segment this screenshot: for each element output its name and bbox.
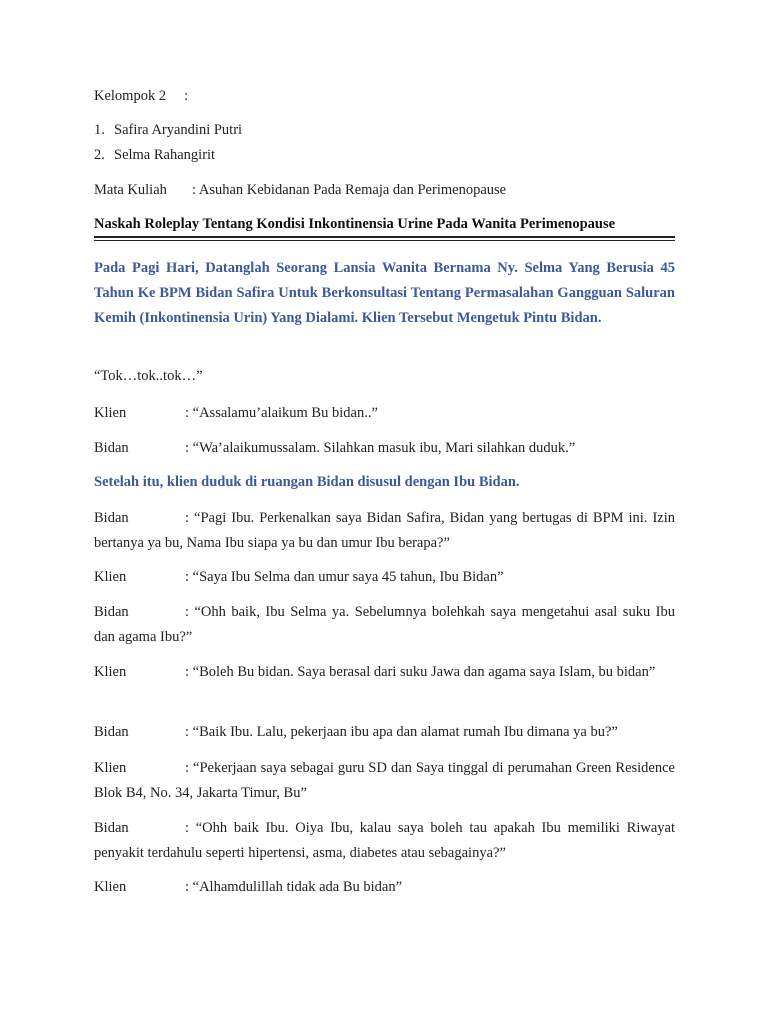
- group-label: Kelompok 2: [94, 88, 167, 104]
- dialog-line: [94, 720, 675, 745]
- dialog-text: : “Ohh baik Ibu. Oiya Ibu, kalau saya boleh tau apakah Ibu memiliki Riwayat penyakit terdahulu seperti hipertensi, asma, diabetes atau sebagainya?”: [94, 820, 675, 861]
- document-title: Naskah Roleplay Tentang Kondisi Inkontinensia Urine Pada Wanita Perimenopause: [94, 216, 616, 232]
- member-item: [94, 147, 215, 164]
- knock-line: “Tok…tok..tok…”: [94, 368, 203, 384]
- dialog-text: : “Alhamdulillah tidak ada Bu bidan”: [185, 879, 403, 895]
- speaker-label: Klien: [94, 569, 127, 585]
- speaker-label: Bidan: [94, 510, 129, 526]
- dialog-text: : “Pagi Ibu. Perkenalkan saya Bidan Safira, Bidan yang bertugas di BPM ini. Izin bertanya ya bu, Nama Ibu siapa ya bu dan umur Ibu berapa?”: [94, 510, 675, 551]
- dialog-text: : “Pekerjaan saya sebagai guru SD dan Saya tinggal di perumahan Green Residence Blok B4, No. 34, Jakarta Timur, Bu”: [94, 760, 675, 801]
- speaker-label: Bidan: [94, 724, 129, 740]
- dialog-line: [94, 401, 675, 426]
- speaker-label: Bidan: [94, 820, 129, 836]
- dialog-text: : “Boleh Bu bidan. Saya berasal dari suku Jawa dan agama saya Islam, bu bidan”: [185, 664, 656, 680]
- group-heading: [94, 88, 188, 105]
- group-colon: :: [184, 88, 189, 104]
- title-rule-thin: [94, 240, 675, 241]
- course-line: [94, 182, 506, 199]
- dialog-line: [94, 660, 675, 685]
- member-number: 1.: [94, 122, 105, 138]
- member-item: [94, 122, 242, 139]
- speaker-label: Bidan: [94, 604, 129, 620]
- course-label: Mata Kuliah: [94, 182, 167, 198]
- dialog-line: [94, 506, 675, 556]
- dialog-line: [94, 875, 675, 900]
- dialog-line: [94, 756, 675, 806]
- narration-paragraph: Setelah itu, klien duduk di ruangan Bidan disusul dengan Ibu Bidan.: [94, 474, 520, 490]
- speaker-label: Klien: [94, 879, 127, 895]
- speaker-label: Bidan: [94, 440, 129, 456]
- dialog-line: [94, 816, 675, 866]
- dialog-line: [94, 436, 675, 461]
- dialog-line: [94, 600, 675, 650]
- dialog-line: [94, 565, 675, 590]
- speaker-label: Klien: [94, 760, 127, 776]
- title-rule: [94, 236, 675, 238]
- speaker-label: Klien: [94, 405, 127, 421]
- member-name: Selma Rahangirit: [114, 147, 216, 163]
- dialog-text: : “Saya Ibu Selma dan umur saya 45 tahun, Ibu Bidan”: [185, 569, 504, 585]
- dialog-text: : “Assalamu’alaikum Bu bidan..”: [185, 405, 378, 421]
- narration-paragraph: Pada Pagi Hari, Datanglah Seorang Lansia Wanita Bernama Ny. Selma Yang Berusia 45 Tahun Ke BPM Bidan Safira Untuk Berkonsultasi Tentang Permasalahan Gangguan Saluran Kemih (Inkontinensia Urin) Yang Dialami. Klien Tersebut Mengetuk Pintu Bidan.: [94, 260, 675, 326]
- member-name: Safira Aryandini Putri: [114, 122, 243, 138]
- dialog-text: : “Ohh baik, Ibu Selma ya. Sebelumnya bolehkah saya mengetahui asal suku Ibu dan agama Ibu?”: [94, 604, 675, 645]
- course-value: : Asuhan Kebidanan Pada Remaja dan Perimenopause: [192, 182, 507, 198]
- dialog-text: : “Baik Ibu. Lalu, pekerjaan ibu apa dan alamat rumah Ibu dimana ya bu?”: [185, 724, 618, 740]
- member-number: 2.: [94, 147, 105, 163]
- speaker-label: Klien: [94, 664, 127, 680]
- dialog-text: : “Wa’alaikumussalam. Silahkan masuk ibu, Mari silahkan duduk.”: [185, 440, 576, 456]
